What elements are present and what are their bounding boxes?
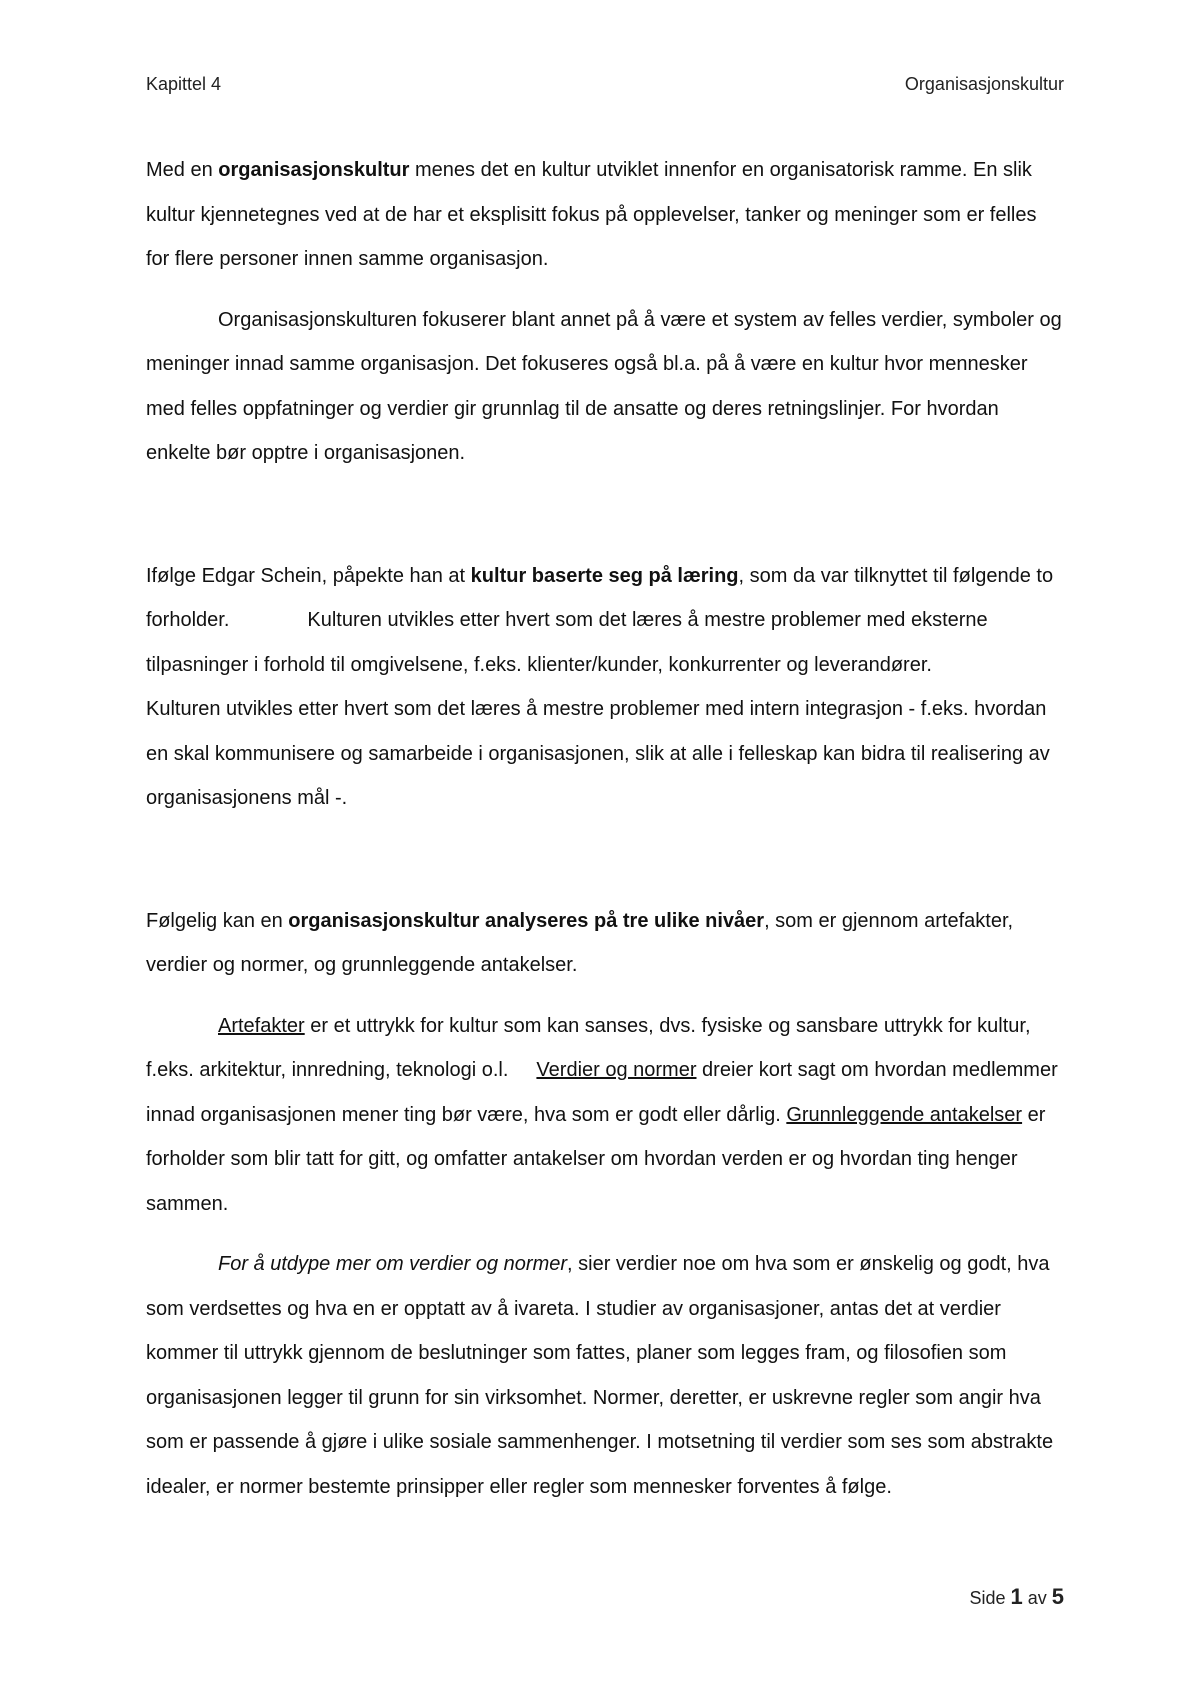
total-pages: 5 — [1051, 1584, 1064, 1609]
paragraph-focus — [146, 298, 1064, 476]
underlined-term: Artefakter — [218, 1014, 305, 1037]
text-run: er et uttrykk for kultur som kan sanses, dvs. fysiske og sansbare uttrykk for kultur, f.eks. arkitektur, innredning, teknologi o.l. — [146, 1014, 1031, 1081]
paragraph-levels — [146, 899, 1064, 988]
bold-term: kultur baserte seg på læring — [470, 564, 739, 587]
page-separator: av — [1022, 1588, 1052, 1608]
text-run: Kulturen utvikles etter hvert som det læres å mestre problemer med eksterne tilpasninger i forhold til omgivelsene, f.eks. klienter/kunder, konkurrenter og leverandører. — [146, 609, 988, 676]
text-run: Følgelig kan en — [146, 909, 289, 932]
page-number — [969, 1584, 1064, 1610]
underlined-term: Grunnleggende antakelser — [786, 1103, 1023, 1126]
text-run: Med en — [146, 159, 219, 181]
italic-phrase: For å utdype mer om verdier og normer — [218, 1253, 568, 1275]
page-prefix: Side — [969, 1588, 1011, 1608]
paragraph-schein — [146, 554, 1064, 821]
page-header — [146, 74, 1064, 98]
text-run: menes det en kultur utviklet innenfor en organisatorisk ramme. En slik kultur kjennetegnes ved at de har et eksplisitt fokus på opplevelser, tanker og meninger som er felles for flere personer innen samme organisasjon. — [146, 159, 1037, 270]
bold-term: organisasjonskultur analyseres på tre ulike nivåer — [288, 909, 765, 932]
current-page: 1 — [1010, 1584, 1023, 1609]
text-run: dreier kort sagt om hvordan medlemmer innad organisasjonen mener ting bør være, hva som er godt eller dårlig. — [146, 1059, 1058, 1126]
text-run: er forholder som blir tatt for gitt, og omfatter antakelser om hvordan verden er og hvordan ting henger sammen. — [146, 1103, 1046, 1215]
paragraph-artefacts — [146, 1004, 1064, 1227]
text-run: , som er gjennom artefakter, verdier og normer, og grunnleggende antakelser. — [146, 909, 1014, 976]
header-chapter: Kapittel 4 — [146, 74, 222, 94]
bold-term: organisasjonskultur — [218, 159, 410, 181]
underlined-term: Verdier og normer — [536, 1059, 697, 1081]
document-body — [146, 148, 1064, 1509]
paragraph-definition — [146, 148, 1064, 282]
text-run: , som da var tilknyttet til følgende to forholder. — [146, 564, 1054, 631]
text-run: Kulturen utvikles etter hvert som det læres å mestre problemer med intern integrasjon - f.eks. hvordan en skal kommunisere og samarbeide i organisasjonen, slik at alle i felleskap kan bidra til realisering av organisasjonens mål -. — [146, 698, 1050, 809]
paragraph-values-norms — [146, 1242, 1064, 1509]
text-run: Organisasjonskulturen fokuserer blant annet på å være et system av felles verdier, symboler og meninger innad samme organisasjon. Det fokuseres også bl.a. på å være en kultur hvor mennesker med felles oppfatninger og verdier gir grunnlag til de ansatte og deres retningslinjer. For hvordan enkelte bør opptre i organisasjonen. — [146, 308, 1062, 464]
text-run: , sier verdier noe om hva som er ønskelig og godt, hva som verdsettes og hva en er opptatt av å ivareta. I studier av organisasjoner, antas det at verdier kommer til uttrykk gjennom de beslutninger som fattes, planer som legges fram, og filosofien som organisasjonen legger til grunn for sin virksomhet. Normer, deretter, er uskrevne regler som angir hva som er passende å gjøre i ulike sosiale sammenhenger. I motsetning til verdier som ses som abstrakte idealer, er normer bestemte prinsipper eller regler som mennesker forventes å følge. — [146, 1253, 1054, 1498]
text-run: Ifølge Edgar Schein, påpekte han at — [146, 564, 471, 587]
header-title: Organisasjonskultur — [904, 74, 1064, 94]
